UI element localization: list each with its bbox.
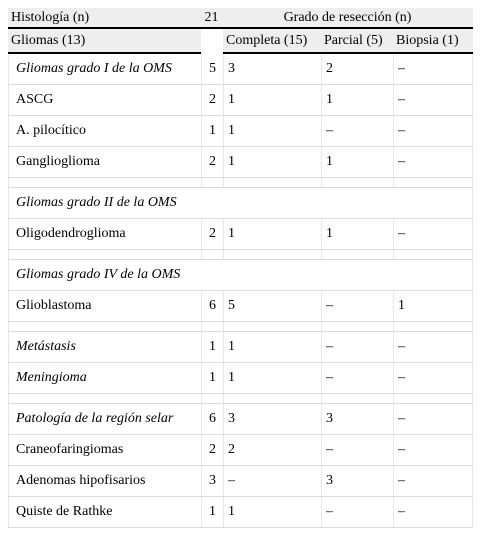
row-name: Oligodendroglioma	[8, 219, 201, 250]
table-row	[8, 260, 473, 291]
row-n: 5	[201, 54, 223, 85]
row-n: 2	[201, 435, 223, 466]
row-biopsia: 1	[393, 291, 473, 322]
row-name: Adenomas hipofisarios	[8, 466, 201, 497]
row-parcial: –	[321, 497, 393, 528]
row-n: 1	[201, 116, 223, 147]
row-completa: 1	[223, 363, 321, 394]
row-spacer	[8, 322, 473, 332]
row-completa: 1	[223, 116, 321, 147]
row-biopsia: –	[393, 497, 473, 528]
row-name: Metástasis	[8, 332, 201, 363]
table-body	[8, 54, 473, 528]
row-group-heading: Gliomas grado II de la OMS	[8, 188, 473, 219]
row-spacer	[8, 250, 473, 260]
row-completa: 5	[223, 291, 321, 322]
row-name: Meningioma	[8, 363, 201, 394]
resection-table	[8, 8, 473, 528]
table-row	[8, 466, 473, 497]
row-name: A. pilocítico	[8, 116, 201, 147]
table-row	[8, 85, 473, 116]
row-n: 3	[201, 466, 223, 497]
row-parcial: 3	[321, 466, 393, 497]
row-biopsia: –	[393, 116, 473, 147]
header-histologia: Histología (n)	[8, 8, 201, 29]
header-grado-reseccion: Grado de resección (n)	[223, 8, 473, 29]
row-name: Craneofaringiomas	[8, 435, 201, 466]
table-row	[8, 291, 473, 322]
row-n: 2	[201, 85, 223, 116]
row-name: ASCG	[8, 85, 201, 116]
table-row	[8, 219, 473, 250]
row-biopsia: –	[393, 219, 473, 250]
row-group-heading: Gliomas grado IV de la OMS	[8, 260, 473, 291]
row-completa: 1	[223, 497, 321, 528]
row-parcial: –	[321, 435, 393, 466]
header-row-1	[8, 8, 473, 29]
row-n: 1	[201, 363, 223, 394]
row-parcial: –	[321, 291, 393, 322]
header-blank	[201, 29, 223, 54]
row-n: 6	[201, 404, 223, 435]
row-name: Glioblastoma	[8, 291, 201, 322]
table-header	[8, 8, 473, 54]
row-n: 6	[201, 291, 223, 322]
row-biopsia: –	[393, 435, 473, 466]
row-n: 2	[201, 219, 223, 250]
row-biopsia: –	[393, 332, 473, 363]
table-row	[8, 332, 473, 363]
header-parcial: Parcial (5)	[321, 29, 393, 54]
row-biopsia: –	[393, 147, 473, 178]
table-row	[8, 435, 473, 466]
row-parcial: 1	[321, 147, 393, 178]
row-biopsia: –	[393, 363, 473, 394]
row-spacer	[8, 178, 473, 188]
row-parcial: 1	[321, 85, 393, 116]
row-parcial: 1	[321, 219, 393, 250]
header-total: 21	[201, 8, 223, 29]
row-completa: 1	[223, 219, 321, 250]
row-biopsia: –	[393, 54, 473, 85]
table-row	[8, 116, 473, 147]
table-row	[8, 363, 473, 394]
table-row	[8, 188, 473, 219]
header-row-2	[8, 29, 473, 54]
row-n: 2	[201, 147, 223, 178]
row-name: Gliomas grado I de la OMS	[8, 54, 201, 85]
row-completa: 2	[223, 435, 321, 466]
table-row	[8, 54, 473, 85]
table-row	[8, 404, 473, 435]
header-biopsia: Biopsia (1)	[393, 29, 473, 54]
row-spacer	[8, 394, 473, 404]
row-name: Quiste de Rathke	[8, 497, 201, 528]
row-biopsia: –	[393, 466, 473, 497]
resection-table-container	[8, 8, 473, 528]
header-completa: Completa (15)	[223, 29, 321, 54]
row-n: 1	[201, 497, 223, 528]
row-name: Ganglioglioma	[8, 147, 201, 178]
row-parcial: –	[321, 363, 393, 394]
table-row	[8, 497, 473, 528]
table-row	[8, 147, 473, 178]
row-parcial: –	[321, 116, 393, 147]
row-completa: 3	[223, 54, 321, 85]
row-completa: –	[223, 466, 321, 497]
row-n: 1	[201, 332, 223, 363]
row-parcial: –	[321, 332, 393, 363]
row-parcial: 3	[321, 404, 393, 435]
row-completa: 1	[223, 85, 321, 116]
row-biopsia: –	[393, 404, 473, 435]
row-name: Patología de la región selar	[8, 404, 201, 435]
row-completa: 3	[223, 404, 321, 435]
row-biopsia: –	[393, 85, 473, 116]
row-completa: 1	[223, 332, 321, 363]
row-completa: 1	[223, 147, 321, 178]
header-gliomas: Gliomas (13)	[8, 29, 201, 54]
row-parcial: 2	[321, 54, 393, 85]
